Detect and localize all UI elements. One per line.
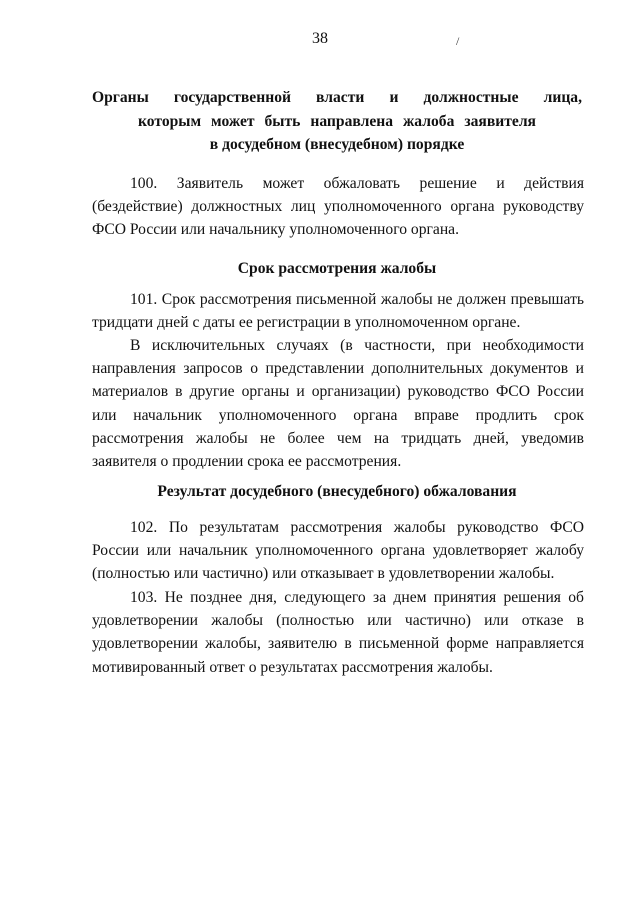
paragraph-101: 101. Срок рассмотрения письменной жалобы не должен превышать тридцати дней с даты ее регистрации в уполномоченном органе. (92, 291, 584, 332)
section-heading-complaint-bodies (92, 86, 582, 157)
paragraph-102: 102. По результатам рассмотрения жалобы руководство ФСО России или начальник уполномоченного органа удовлетворяет жалобу (полностью или частично) или отказывает в удовлетворении жалобы. (92, 519, 584, 583)
page-number: 38 (312, 30, 328, 47)
heading-line: которым может быть направлена жалоба заявителя (138, 112, 536, 130)
heading-line: в досудебном (внесудебном) порядке (209, 136, 465, 153)
heading-line: Органы государственной власти и должностные лица, (92, 89, 582, 106)
paragraph-100: 100. Заявитель может обжаловать решение и действия (бездействие) должностных лиц уполномоченного органа руководству ФСО России или начальнику уполномоченного органа. (92, 175, 584, 239)
section-heading-review-period: Срок рассмотрения жалобы (237, 260, 437, 277)
paragraph-101-continuation: В исключительных случаях (в частности, при необходимости направления запросов о представлении дополнительных документов и материалов в другие органы и организации) руководство ФСО России или начальник уполномоченного органа вправе продлить срок рассмотрения жалобы не более чем на тридцать дней, уведомив заявителя о продлении срока ее рассмотрения. (92, 337, 584, 471)
pen-mark: / (456, 34, 460, 48)
section-heading-appeal-result: Результат досудебного (внесудебного) обжалования (157, 483, 517, 500)
paragraph-103: 103. Не позднее дня, следующего за днем принятия решения об удовлетворении жалобы (полностью или частично) или отказе в удовлетворении жалобы, заявителю в письменной форме направляется мотивированный ответ о результатах рассмотрения жалобы. (92, 589, 584, 676)
